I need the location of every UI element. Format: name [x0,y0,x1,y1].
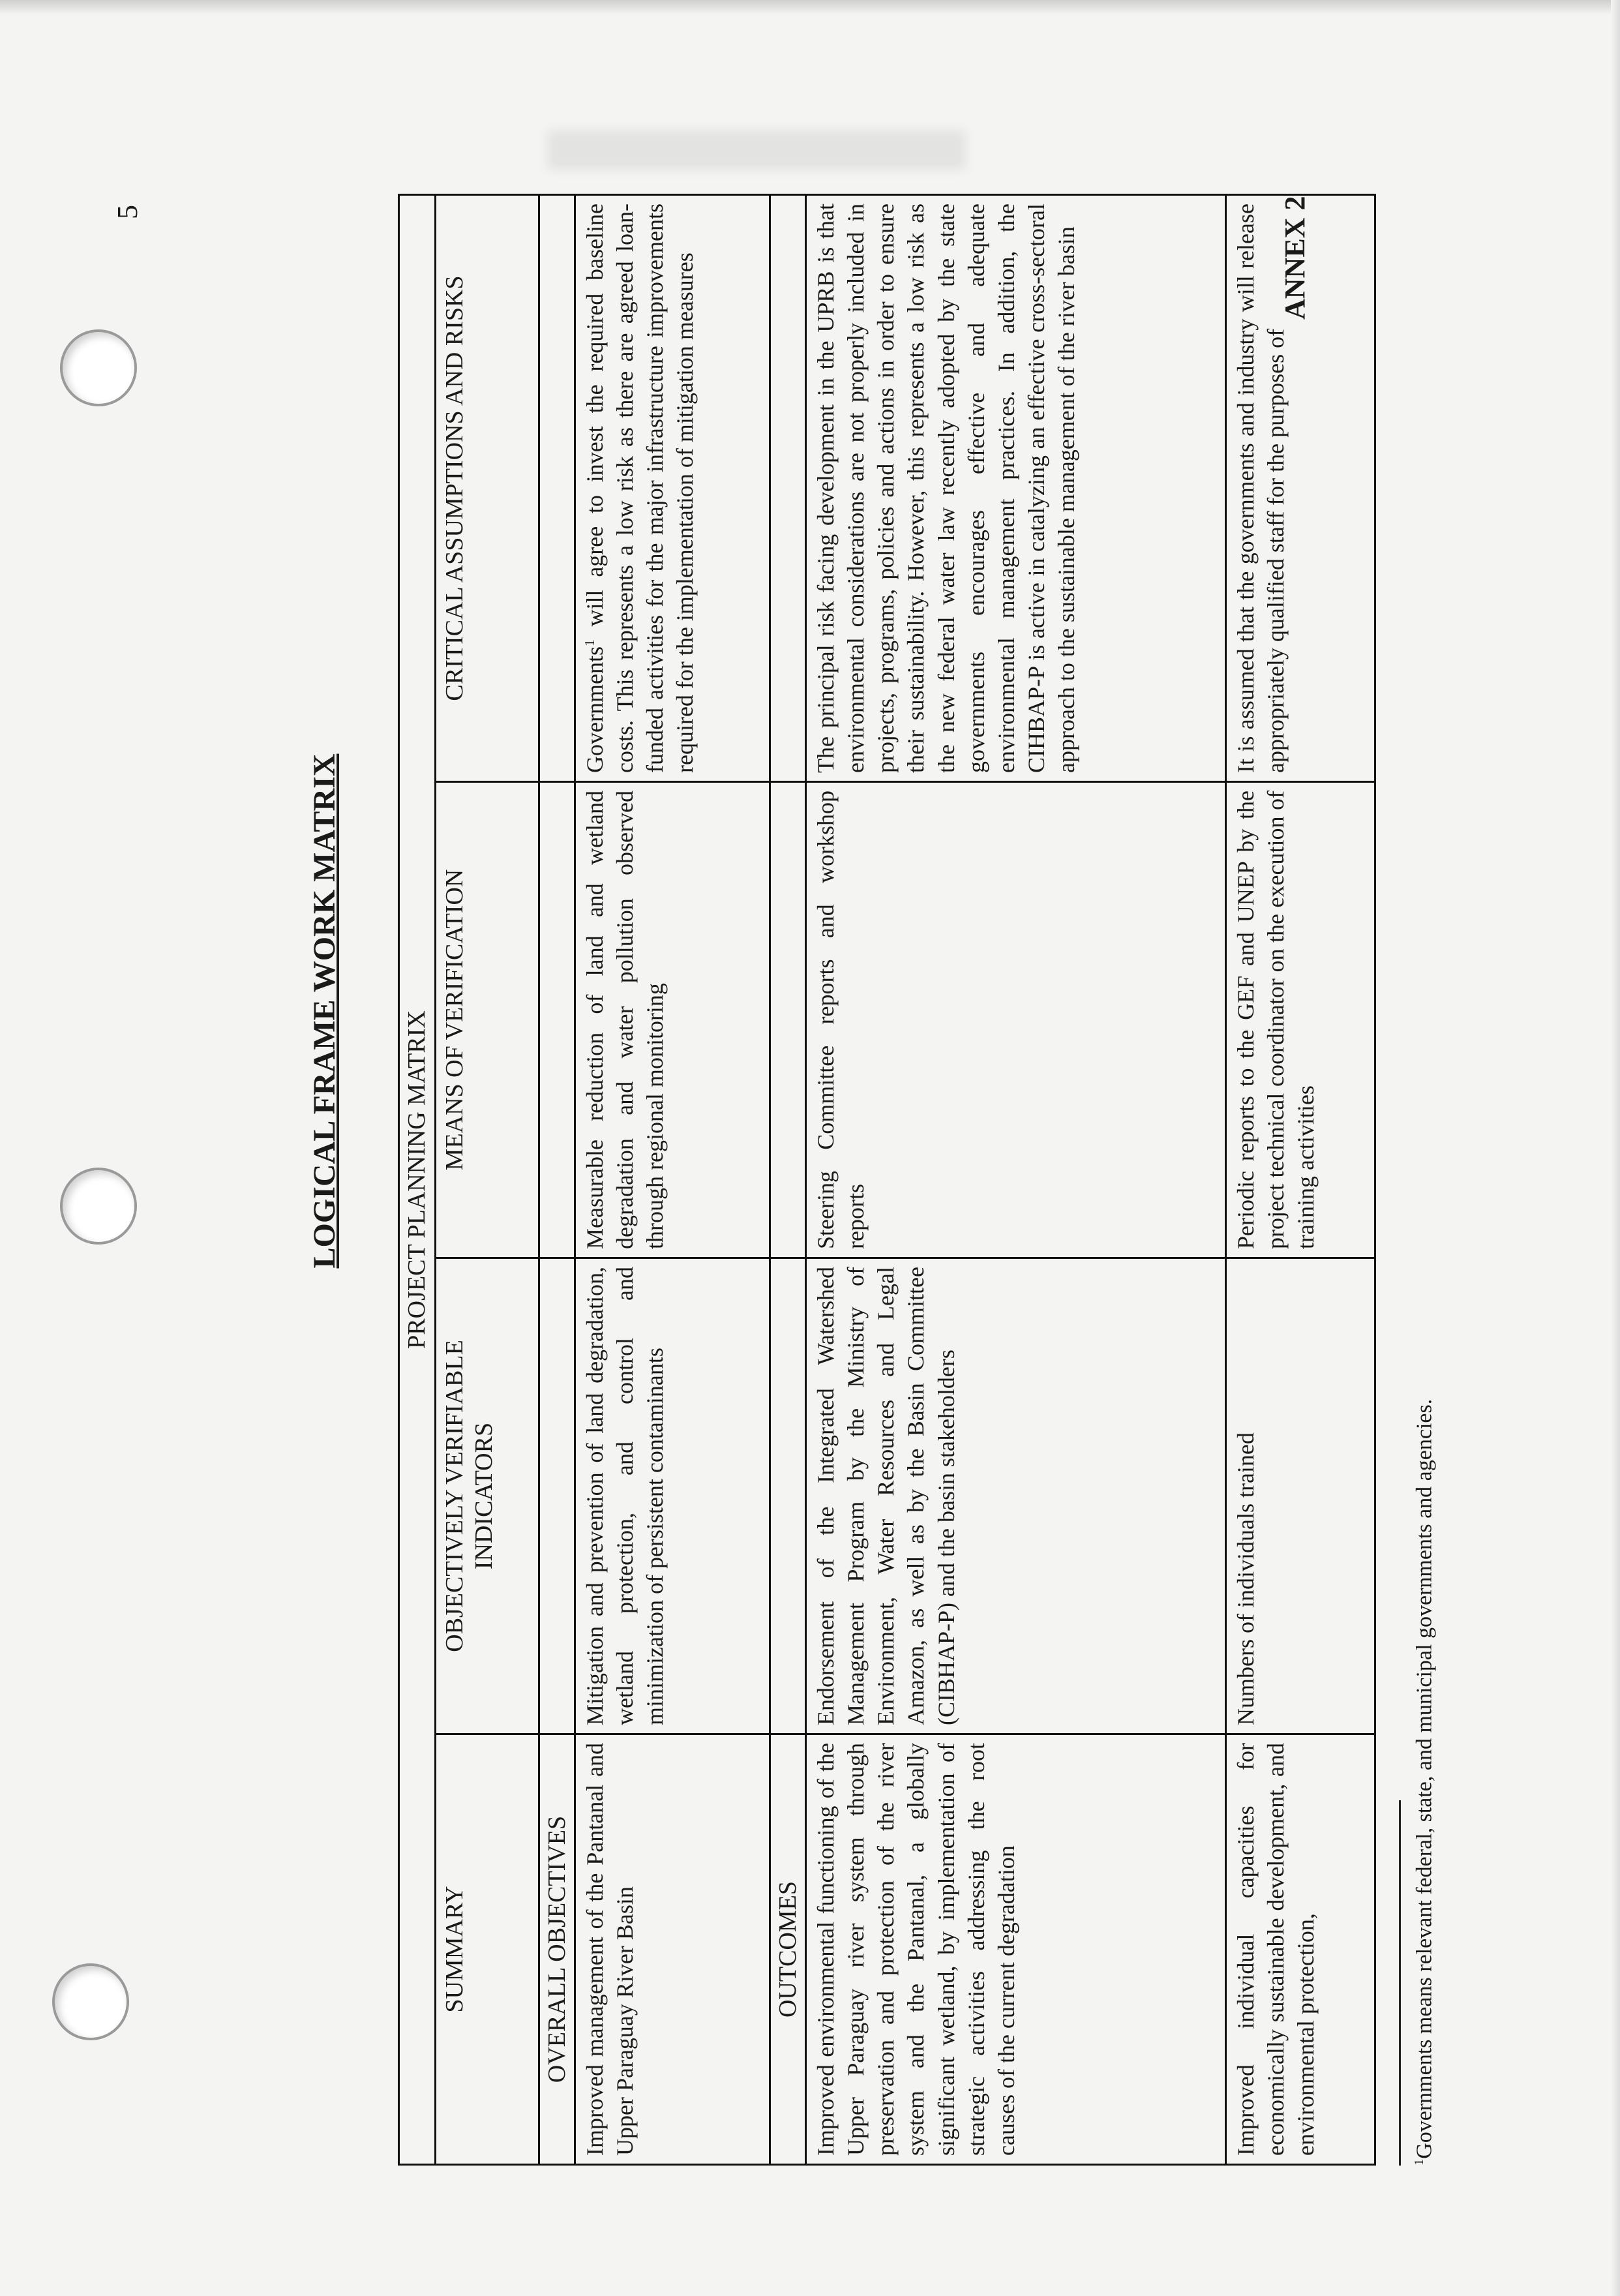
empty-cell [770,1258,806,1734]
assumptions-cell [575,195,770,782]
empty-cell [770,782,806,1258]
assumptions-text-rest: will agree to invest the required baseline costs. This represents a low risk as there are agreed loan-funded activities for the major infrastructure improvements required for the implementation of mitigation measures [582,204,698,773]
summary-cell: Improved individual capacities for economically sustainable development, and environmental protection, [1225,1734,1375,2165]
assumptions-cell: It is assumed that the governments and industry will release appropriately qualified staff for the purposes of [1225,195,1375,782]
empty-cell [539,195,575,782]
section-label: OVERALL OBJECTIVES [539,1734,575,2165]
column-header-assumptions: CRITICAL ASSUMPTIONS AND RISKS [435,195,539,782]
verification-cell: Periodic reports to the GEF and UNEP by the project technical coordinator on the execution of training activities [1225,782,1375,1258]
table-group-header: PROJECT PLANNING MATRIX [399,195,436,2165]
column-header-verification: MEANS OF VERIFICATION [435,782,539,1258]
footnote-divider [1399,1800,1401,2166]
page-number: 5 [112,205,143,219]
verification-cell: Steering Committee reports and workshop reports [806,782,1225,1258]
table-row [575,195,770,2165]
page-title: LOGICAL FRAME WORK MATRIX [307,753,342,1269]
footnote-marker: 1 [1412,2158,1426,2166]
indicators-cell: Numbers of individuals trained [1225,1258,1375,1734]
column-header-indicators: OBJECTIVELY VERIFIABLE INDICATORS [435,1258,539,1734]
annex-label: ANNEX 2 [1279,196,1311,320]
footnote-ref: 1 [582,639,598,647]
empty-cell [539,782,575,1258]
empty-cell [539,1258,575,1734]
column-header-summary: SUMMARY [435,1734,539,2165]
empty-cell [770,195,806,782]
indicators-cell: Mitigation and prevention of land degradation, wetland protection, and control and minimization of persistent contaminants [575,1258,770,1734]
assumptions-text-start: Governments [582,646,608,773]
indicators-cell: Endorsement of the Integrated Watershed Management Program by the Ministry of Environment, Water Resources and Legal Amazon, as well as by the Basin Committee (CIBHAP-P) and the basin stakeholders [806,1258,1225,1734]
footnote-text: Governments means relevant federal, state, and municipal governments and agencies. [1412,1398,1437,2159]
assumptions-cell: The principal risk facing development in the UPRB is that environmental considerations are not properly included in projects, programs, policies and actions in order to ensure their sustainability. However, this represents a low risk as the new federal water law recently adopted by the state governments encourages effective and adequate environmental management practices. In addition, the CIHBAP-P is active in catalyzing an effective cross-sectoral approach to the sustainable management of the river basin [806,195,1225,782]
table-row [806,195,1225,2165]
table-row [1225,195,1375,2165]
summary-cell: Improved management of the Pantanal and Upper Paraguay River Basin [575,1734,770,2165]
footnote [1412,470,1437,2166]
verification-cell: Measurable reduction of land and wetland degradation and water pollution observed through regional monitoring [575,782,770,1258]
summary-cell: Improved environmental functioning of the Upper Paraguay river system through preservation and protection of the river system and the Pantanal, a globally significant wetland, by implementation of strategic activities addressing the root causes of the current degradation [806,1734,1225,2165]
section-label: OUTCOMES [770,1734,806,2165]
logframe-table [398,194,1376,2166]
